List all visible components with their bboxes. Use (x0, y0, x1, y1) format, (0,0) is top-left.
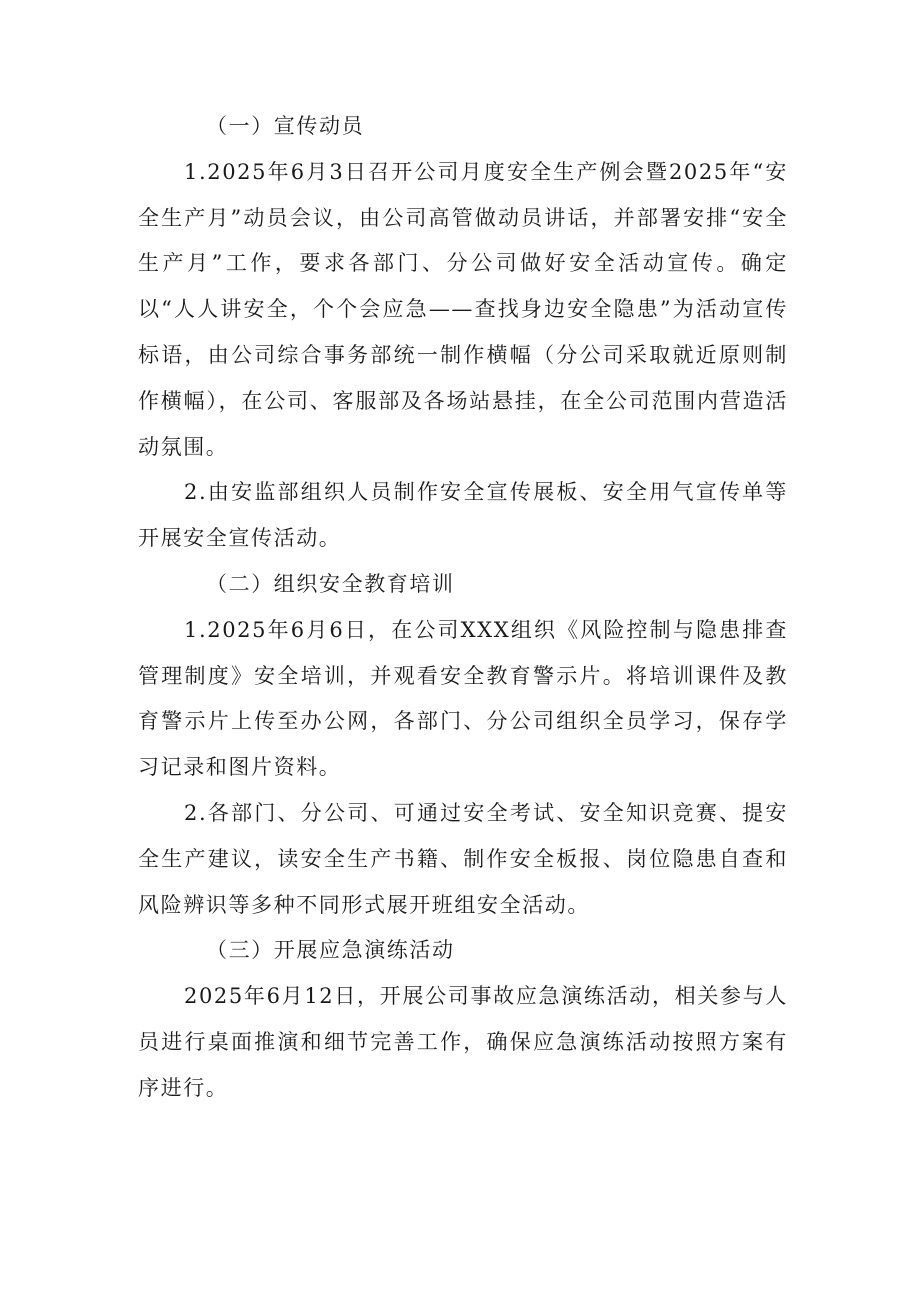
section-heading-1: （一）宣传动员 (206, 114, 365, 138)
section-1-paragraph-1: 1.2025年6月3日召开公司月度安全生产例会暨2025年“安全生产月”动员会议，由公司高管做动员讲话，并部署安排“安全生产月”工作，要求各部门、分公司做好安全活动宣传。确定以“人人讲安全，个个会应急——查找身边安全隐患”为活动宣传标语，由公司综合事务部统一制作横幅（分公司采取就近原则制作横幅），在公司、客服部及各场站悬挂，在全公司范围内营造活动氛围。 (138, 159, 788, 459)
document-body (138, 104, 788, 1112)
section-3-paragraph-1: 2025年6月12日，开展公司事故应急演练活动，相关参与人员进行桌面推演和细节完善工作，确保应急演练活动按照方案有序进行。 (138, 984, 788, 1100)
section-heading-2: （二）组织安全教育培训 (206, 571, 455, 596)
section-heading-3: （三）开展应急演练活动 (206, 938, 455, 963)
section-2-paragraph-2: 2.各部门、分公司、可通过安全考试、安全知识竞赛、提安全生产建议，读安全生产书籍、制作安全板报、岗位隐患自查和风险辨识等多种不同形式展开班组安全活动。 (138, 800, 788, 917)
section-1-paragraph-2: 2.由安监部组织人员制作安全宣传展板、安全用气宣传单等开展安全宣传活动。 (138, 480, 788, 551)
section-2-paragraph-1: 1.2025年6月6日，在公司XXX组织《风险控制与隐患排查管理制度》安全培训，并观看安全教育警示片。将培训课件及教育警示片上传至办公网，各部门、分公司组织全员学习，保存学习记录和图片资料。 (138, 617, 788, 780)
